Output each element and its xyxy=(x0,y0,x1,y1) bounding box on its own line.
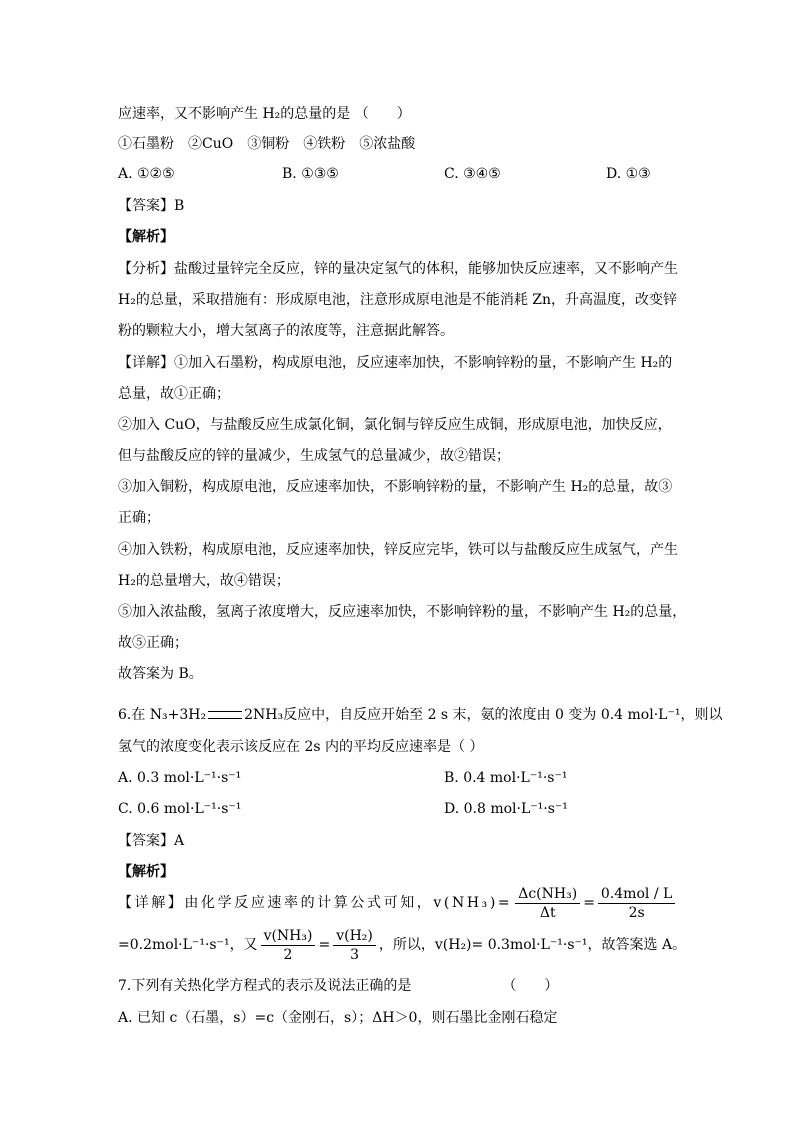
q5-analysis-line: 【分析】盐酸过量锌完全反应，锌的量决定氢气的体积，能够加快反应速率，又不影响产生 xyxy=(118,261,678,277)
q7-option-a: A. 已知 c（石墨，s）=c（金刚石，s）；ΔH＞0，则石墨比金刚石稳定 xyxy=(118,1010,558,1026)
q5-detail-line: 总量，故①正确； xyxy=(118,386,230,402)
equilibrium-arrow-icon xyxy=(208,711,242,719)
q6-answer: 【答案】A xyxy=(118,833,185,849)
q5-option-b: B. ①③⑤ xyxy=(282,166,339,182)
q6-option-a: A. 0.3 mol·L⁻¹·s⁻¹ xyxy=(118,770,242,786)
q5-conclusion: 故答案为 B。 xyxy=(118,666,203,682)
q6-analysis-heading: 【解析】 xyxy=(118,864,174,880)
q5-detail-line: 正确； xyxy=(118,510,160,526)
fraction-numerator: 0.4mol / L xyxy=(598,885,675,904)
q6-option-d: D. 0.8 mol·L⁻¹·s⁻¹ xyxy=(444,801,568,817)
q6-option-c: C. 0.6 mol·L⁻¹·s⁻¹ xyxy=(118,801,242,817)
q6-stem-line xyxy=(118,705,722,725)
q6-stem-post: 2NH₃反应中，自反应开始至 2 s 末，氨的浓度由 0 变为 0.4 mol·L⁻¹，则以 xyxy=(244,707,723,723)
fraction-denominator: 2s xyxy=(628,904,645,921)
value-fraction xyxy=(598,885,675,922)
equals-sign: = xyxy=(583,895,595,911)
q6-detail-line xyxy=(118,926,686,964)
q7-stem: 7.下列有关热化学方程式的表示及说法正确的是 （ ） xyxy=(118,978,559,994)
q5-analysis-heading: 【解析】 xyxy=(118,229,174,245)
ratio-fraction-nh3 xyxy=(261,927,316,964)
fraction-denominator: 2 xyxy=(283,946,293,963)
q5-detail-line: 【详解】①加入石墨粉，构成原电池，反应速率加快，不影响锌粉的量，不影响产生 H₂的 xyxy=(118,355,673,371)
q5-detail-line: ②加入 CuO，与盐酸反应生成氯化铜，氯化铜与锌反应生成铜，形成原电池，加快反应， xyxy=(118,417,672,433)
q5-items: ①石墨粉 ②CuO ③铜粉 ④铁粉 ⑤浓盐酸 xyxy=(118,136,416,152)
fraction-denominator: 3 xyxy=(350,946,359,963)
q5-option-c: C. ③④⑤ xyxy=(444,166,501,182)
fraction-numerator: v(NH₃) xyxy=(261,927,316,946)
q5-detail-line: 但与盐酸反应的锌的量减少，生成氢气的总量减少，故②错误； xyxy=(118,448,510,464)
rate-fraction xyxy=(515,885,580,922)
q5-detail-line: H₂的总量增大，故④错误； xyxy=(118,573,290,589)
q5-detail-line: ④加入铁粉，构成原电池，反应速率加快，锌反应完毕，铁可以与盐酸反应生成氢气，产生 xyxy=(118,542,678,558)
q5-answer: 【答案】B xyxy=(118,198,185,214)
q6-stem-pre: 6.在 N₃+3H₂ xyxy=(118,707,207,723)
equals-sign: = xyxy=(318,937,331,953)
ratio-fraction-h2 xyxy=(333,927,376,964)
fraction-numerator: Δc(NH₃) xyxy=(515,885,580,904)
q6-detail-l2-pre: =0.2mol·L⁻¹·s⁻¹，又 xyxy=(118,937,258,953)
q6-stem-line: 氢气的浓度变化表示该反应在 2s 内的平均反应速率是（ ） xyxy=(118,739,484,755)
q5-option-a: A. ①②⑤ xyxy=(118,166,175,182)
q5-analysis-line: 粉的颗粒大小，增大氢离子的浓度等，注意据此解答。 xyxy=(118,323,454,339)
fraction-numerator: v(H₂) xyxy=(333,927,376,946)
q6-option-b: B. 0.4 mol·L⁻¹·s⁻¹ xyxy=(444,770,568,786)
q5-analysis-line: H₂的总量，采取措施有：形成原电池，注意形成原电池是不能消耗 Zn，升高温度，改变锌 xyxy=(118,292,678,308)
q5-detail-line: ⑤加入浓盐酸，氢离子浓度增大，反应速率加快，不影响锌粉的量，不影响产生 H₂的总量， xyxy=(118,604,687,620)
q6-detail-l2-post: ，所以，v(H₂)= 0.3mol·L⁻¹·s⁻¹，故答案选 A。 xyxy=(378,937,687,953)
q5-detail-line: ③加入铜粉，构成原电池，反应速率加快，不影响锌粉的量，不影响产生 H₂的总量，故③ xyxy=(118,479,673,495)
q6-detail-pre: 【详解】由化学反应速率的计算公式可知，v(NH₃)= xyxy=(118,895,513,911)
fraction-denominator: Δt xyxy=(539,904,556,921)
q5-option-d: D. ①③ xyxy=(606,166,651,182)
q5-stem-line: 应速率，又不影响产生 H₂的总量的是 （ ） xyxy=(118,106,411,122)
q6-detail-line xyxy=(118,884,678,922)
q5-detail-line: 故⑤正确； xyxy=(118,635,188,651)
